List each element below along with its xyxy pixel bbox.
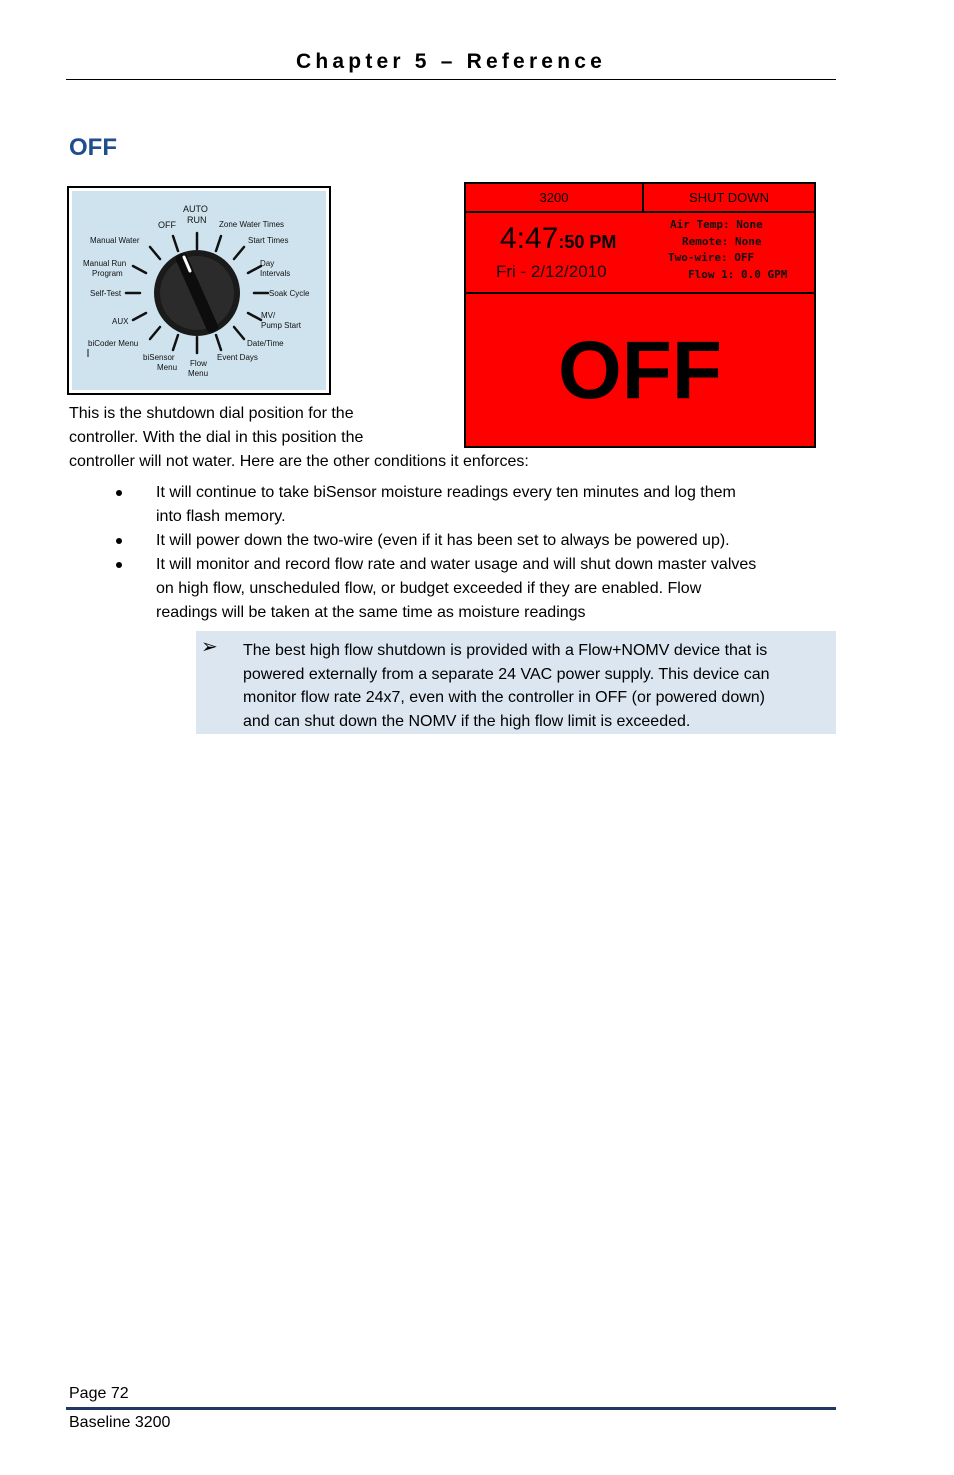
dial-label-auto: AUTO xyxy=(183,204,208,214)
dial-label-soak-cycle: Soak Cycle xyxy=(269,289,310,298)
bullet-dot xyxy=(116,490,122,496)
dial-label-bisensor-menu: Menu xyxy=(157,363,178,372)
dial-label-flow: Flow xyxy=(190,359,207,368)
dial-label-date-time: Date/Time xyxy=(247,339,284,348)
dial-label-event-days: Event Days xyxy=(217,353,258,362)
screen-two-wire: Two-wire: OFF xyxy=(668,251,755,264)
intro-line-3: controller will not water. Here are the other conditions it enforces: xyxy=(69,453,529,470)
screen-time-main: 4:47 xyxy=(500,222,559,255)
dial-panel xyxy=(72,191,326,390)
dial-label-mv: MV/ xyxy=(261,311,276,320)
bullet-1-line-2: into flash memory. xyxy=(156,508,286,525)
dial-label-bicoder-menu: biCoder Menu xyxy=(88,339,139,348)
controller-screen xyxy=(464,182,816,448)
note-line-2: powered externally from a separate 24 VAC power supply. This device can xyxy=(243,666,770,683)
arrow-icon: ➢ xyxy=(201,636,218,658)
header-divider xyxy=(66,79,836,80)
chapter-header: Chapter 5 – Reference xyxy=(296,50,606,73)
bullet-1-line-1: It will continue to take biSensor moisture readings every ten minutes and log them xyxy=(156,484,736,501)
bullet-2-line-1: It will power down the two-wire (even if it has been set to always be powered up). xyxy=(156,532,730,549)
footer-divider xyxy=(66,1407,836,1410)
bullet-3-line-1: It will monitor and record flow rate and water usage and will shut down master valves xyxy=(156,556,757,573)
screen-remote: Remote: None xyxy=(682,235,762,248)
bullet-dot xyxy=(116,538,122,544)
screen-header-rule xyxy=(466,211,814,213)
dial-label-flow-menu: Menu xyxy=(188,369,209,378)
intro-line-1: This is the shutdown dial position for the xyxy=(69,405,354,422)
note-line-1: The best high flow shutdown is provided with a Flow+NOMV device that is xyxy=(243,642,768,659)
screen-model: 3200 xyxy=(539,190,569,205)
footer-page-number: Page 72 xyxy=(69,1385,129,1402)
dial-label-run: RUN xyxy=(187,215,207,225)
dial-label-start-times: Start Times xyxy=(248,236,289,245)
bullet-3-line-2: on high flow, unscheduled flow, or budget exceeded if they are enabled. Flow xyxy=(156,580,702,597)
dial-label-aux: AUX xyxy=(112,317,129,326)
dial-label-off: OFF xyxy=(158,220,176,230)
screen-time-seconds: :50 PM xyxy=(558,232,617,252)
footer-product-name: Baseline 3200 xyxy=(69,1414,171,1431)
dial-label-self-test: Self-Test xyxy=(90,289,122,298)
dial-label-manual-run: Manual Run xyxy=(83,259,127,268)
dial-label-day: Day xyxy=(260,259,275,268)
note-line-4: and can shut down the NOMV if the high flow limit is exceeded. xyxy=(243,713,691,730)
screen-time xyxy=(500,222,616,256)
bullet-dot xyxy=(116,562,122,568)
dial-label-manual-water: Manual Water xyxy=(90,236,140,245)
intro-line-2: controller. With the dial in this position the xyxy=(69,429,364,446)
dial-label-bisensor: biSensor xyxy=(143,353,175,362)
dial-label-zone-water-times: Zone Water Times xyxy=(219,220,285,229)
bullet-3-line-3: readings will be taken at the same time as moisture readings xyxy=(156,604,586,621)
dial-label-pump-start: Pump Start xyxy=(261,321,302,330)
screen-air-temp: Air Temp: None xyxy=(670,218,763,231)
screen-header-divider xyxy=(642,184,644,212)
screen-status: SHUT DOWN xyxy=(689,190,769,205)
screen-body-rule xyxy=(466,292,814,294)
screen-off-text: OFF xyxy=(558,325,722,416)
note-line-3: monitor flow rate 24x7, even with the controller in OFF (or powered down) xyxy=(243,689,766,706)
screen-date: Fri - 2/12/2010 xyxy=(496,262,607,281)
dial-label-program: Program xyxy=(92,269,123,278)
dial-label-intervals: Intervals xyxy=(260,269,291,278)
dial-figure xyxy=(67,186,331,395)
section-title: OFF xyxy=(69,134,117,161)
screen-flow: Flow 1: 0.0 GPM xyxy=(688,268,788,281)
